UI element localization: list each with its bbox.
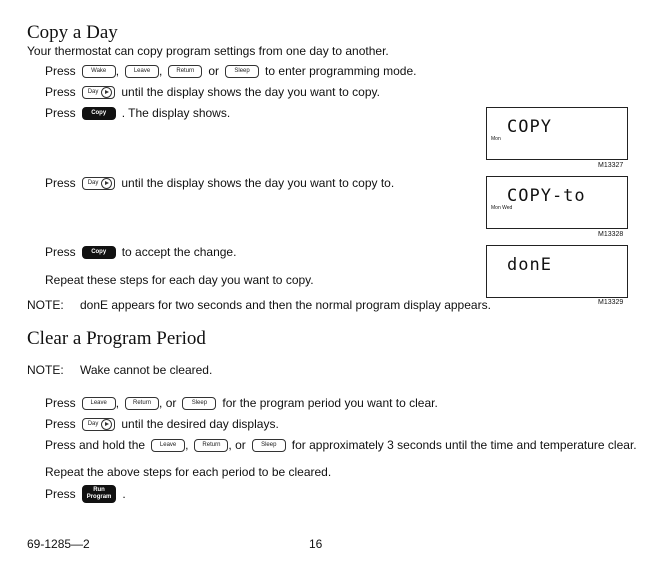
step-text: for the program period you want to clear. [222, 396, 438, 410]
figure-code: M13329 [598, 299, 624, 306]
step-press-and-hold: Press and hold the Leave , Return , or Sleep for approximately 3 seconds until the time and temperature clear. [45, 438, 637, 452]
step-select-day [45, 85, 380, 99]
note-text: donE appears for two seconds and then the normal program display appears. [80, 298, 491, 312]
copy-button[interactable]: Copy [82, 107, 116, 120]
lcd-text: donE [507, 255, 552, 275]
note-text: Wake cannot be cleared. [80, 363, 213, 377]
play-icon [101, 87, 112, 98]
program-label: Program [86, 494, 112, 500]
day-label: Day [87, 421, 99, 427]
step-select-day [45, 417, 279, 431]
intro-text: Your thermostat can copy program settings from one day to another. [27, 44, 389, 58]
step-text: for approximately 3 seconds until the time and temperature clear. [291, 438, 637, 452]
step-accept-change [45, 245, 236, 259]
step-text: Press [45, 85, 76, 99]
step-text: , or [228, 438, 246, 452]
sleep-button[interactable]: Sleep [225, 65, 259, 78]
lcd-text: COPY [507, 117, 552, 137]
day-button[interactable] [82, 86, 116, 99]
step-text: to enter programming mode. [265, 64, 417, 78]
copy-button[interactable]: Copy [82, 246, 116, 259]
step-press-copy [45, 106, 230, 120]
step-text: Press [45, 487, 76, 501]
play-icon [101, 178, 112, 189]
lcd-display-copy [486, 107, 628, 160]
step-text: until the display shows the day you want to copy to. [121, 176, 395, 190]
step-text: or [208, 64, 220, 78]
note-label: NOTE: [27, 298, 64, 312]
step-select-period: Press Leave , Return , or Sleep for the program period you want to clear. [45, 396, 438, 410]
sleep-button[interactable]: Sleep [252, 439, 286, 452]
leave-button[interactable]: Leave [82, 397, 116, 410]
lcd-display-copy-to [486, 176, 628, 229]
step-text: Press and hold the [45, 438, 146, 452]
return-button[interactable]: Return [168, 65, 202, 78]
lcd-text: COPY-to [507, 186, 586, 206]
page-number: 16 [309, 537, 323, 551]
step-text: Press [45, 396, 76, 410]
step-text: Press [45, 64, 76, 78]
step-enter-programming: Press Wake , Leave , Return or Sleep to enter programming mode. [45, 64, 417, 78]
section-title-clear-program-period: Clear a Program Period [27, 328, 206, 349]
step-text: Press [45, 245, 76, 259]
step-text: , or [159, 396, 177, 410]
step-text: . [122, 487, 126, 501]
step-text: until the display shows the day you want to copy. [121, 85, 380, 99]
play-icon [101, 419, 112, 430]
step-text: . The display shows. [121, 106, 231, 120]
lcd-day: Mon [491, 136, 501, 142]
step-select-target-day [45, 176, 394, 190]
day-label: Day [87, 180, 99, 186]
lcd-display-done [486, 245, 628, 298]
step-text: Press [45, 106, 76, 120]
return-button[interactable]: Return [194, 439, 228, 452]
run-program-button[interactable] [82, 485, 117, 503]
step-run-program [45, 485, 126, 503]
wake-button[interactable]: Wake [82, 65, 116, 78]
figure-code: M13328 [598, 231, 624, 238]
repeat-text: Repeat these steps for each day you want to copy. [45, 273, 314, 287]
note-label: NOTE: [27, 363, 64, 377]
return-button[interactable]: Return [125, 397, 159, 410]
leave-button[interactable]: Leave [151, 439, 185, 452]
day-button[interactable] [82, 418, 116, 431]
section-title-copy-a-day: Copy a Day [27, 22, 118, 43]
sleep-button[interactable]: Sleep [182, 397, 216, 410]
day-button[interactable] [82, 177, 116, 190]
figure-code: M13327 [598, 162, 624, 169]
lcd-day: Mon Wed [491, 205, 513, 211]
repeat-text: Repeat the above steps for each period to be cleared. [45, 465, 332, 479]
step-text: Press [45, 176, 76, 190]
step-text: Press [45, 417, 76, 431]
step-text: to accept the change. [121, 245, 237, 259]
leave-button[interactable]: Leave [125, 65, 159, 78]
step-text: until the desired day displays. [121, 417, 279, 431]
run-label: Run [93, 487, 105, 493]
day-label: Day [87, 89, 99, 95]
document-number: 69-1285—2 [27, 537, 90, 551]
